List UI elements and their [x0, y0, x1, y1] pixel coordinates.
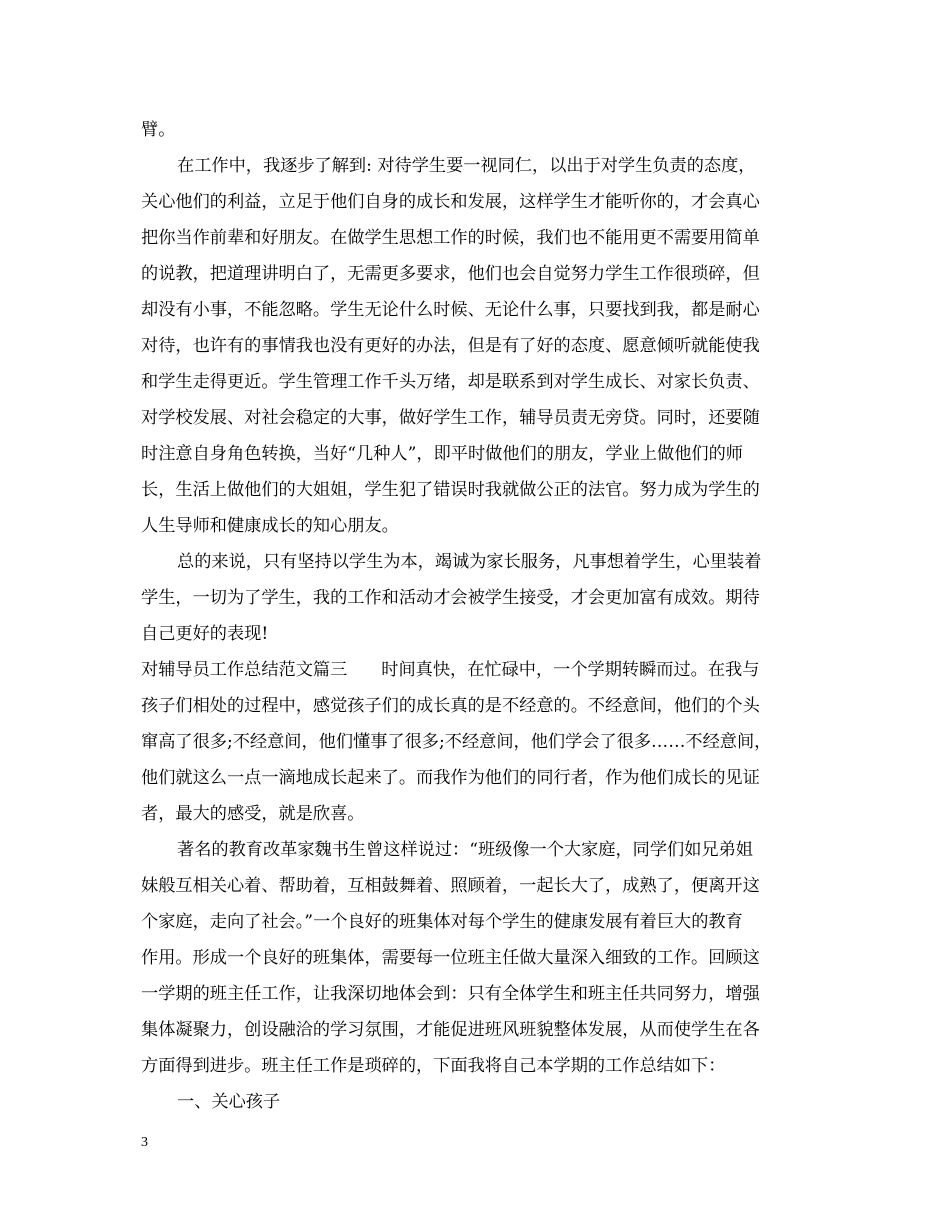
text-line: 却没有小事，不能忽略。学生无论什么时候、无论什么事，只要找到我，都是耐心 [141, 300, 760, 320]
text-line: 集体凝聚力，创设融洽的学习氛围，才能促进班风班貌整体发展，从而使学生在各 [141, 1020, 760, 1040]
text-line: 总的来说，只有坚持以学生为本，竭诚为家长服务，凡事想着学生，心里装着 [177, 552, 762, 572]
text-line: 关心他们的利益，立足于他们自身的成长和发展，这样学生才能听你的，才会真心 [141, 192, 760, 212]
document-body [141, 112, 831, 1120]
text-line: 妹般互相关心着、帮助着，互相鼓舞着、照顾着，一起长大了，成熟了，便离开这 [141, 876, 760, 896]
paragraph-block [141, 112, 831, 652]
text-line: 学生，一切为了学生，我的工作和活动才会被学生接受，才会更加富有成效。期待 [141, 588, 760, 608]
text-line: 对待，也许有的事情我也没有更好的办法，但是有了好的态度、愿意倾听就能使我 [141, 336, 760, 356]
text-line: 个家庭，走向了社会。”一个良好的班集体对每个学生的健康发展有着巨大的教育 [141, 912, 743, 932]
text-line: 把你当作前辈和好朋友。在做学生思想工作的时候，我们也不能用更不需要用简单 [141, 228, 760, 248]
text-line: 著名的教育改革家魏书生曾这样说过：“班级像一个大家庭，同学们如兄弟姐 [177, 840, 753, 860]
text-line: 长，生活上做他们的大姐姐，学生犯了错误时我就做公正的法官。努力成为学生的 [141, 480, 760, 500]
text-line: 自己更好的表现! [141, 624, 269, 644]
text-line: 作用。形成一个良好的班集体，需要每一位班主任做大量深入细致的工作。回顾这 [141, 948, 760, 968]
text-line: 人生导师和健康成长的知心朋友。 [141, 516, 399, 536]
text-line: 时注意自身角色转换，当好“几种人”，即平时做他们的朋友，学业上做他们的师 [141, 444, 743, 464]
text-line: 臂。 [141, 120, 176, 140]
text-line: 方面得到进步。班主任工作是琐碎的，下面我将自己本学期的工作总结如下： [141, 1056, 726, 1076]
text-line: 孩子们相处的过程中，感觉孩子们的成长真的是不经意的。不经意间，他们的个头 [141, 696, 760, 716]
paragraph-block [141, 688, 831, 1120]
page-number: 3 [141, 1135, 148, 1150]
section-title-continuation: 时间真快，在忙碌中，一个学期转瞬而过。在我与 [381, 660, 760, 680]
text-line: 一学期的班主任工作，让我深切地体会到：只有全体学生和班主任共同努力，增强 [141, 984, 760, 1004]
text-line: 者，最大的感受，就是欣喜。 [141, 804, 365, 824]
text-line: 在工作中，我逐步了解到: 对待学生要一视同仁，以出于对学生负责的态度， [177, 156, 756, 176]
text-line: 对学校发展、对社会稳定的大事，做好学生工作，辅导员责无旁贷。同时，还要随 [141, 408, 760, 428]
text-line: 窜高了很多;不经意间，他们懂事了很多;不经意间，他们学会了很多……不经意间， [141, 732, 772, 752]
text-line: 一、关心孩子 [177, 1092, 281, 1112]
text-line: 的说教，把道理讲明白了，无需更多要求，他们也会自觉努力学生工作很琐碎，但 [141, 264, 760, 284]
text-line: 和学生走得更近。学生管理工作千头万绪，却是联系到对学生成长、对家长负责、 [141, 372, 760, 392]
text-line: 他们就这么一点一滴地成长起来了。而我作为他们的同行者，作为他们成长的见证 [141, 768, 760, 788]
section-heading-line [141, 652, 831, 688]
section-title: 对辅导员工作总结范文篇三 [141, 660, 348, 680]
